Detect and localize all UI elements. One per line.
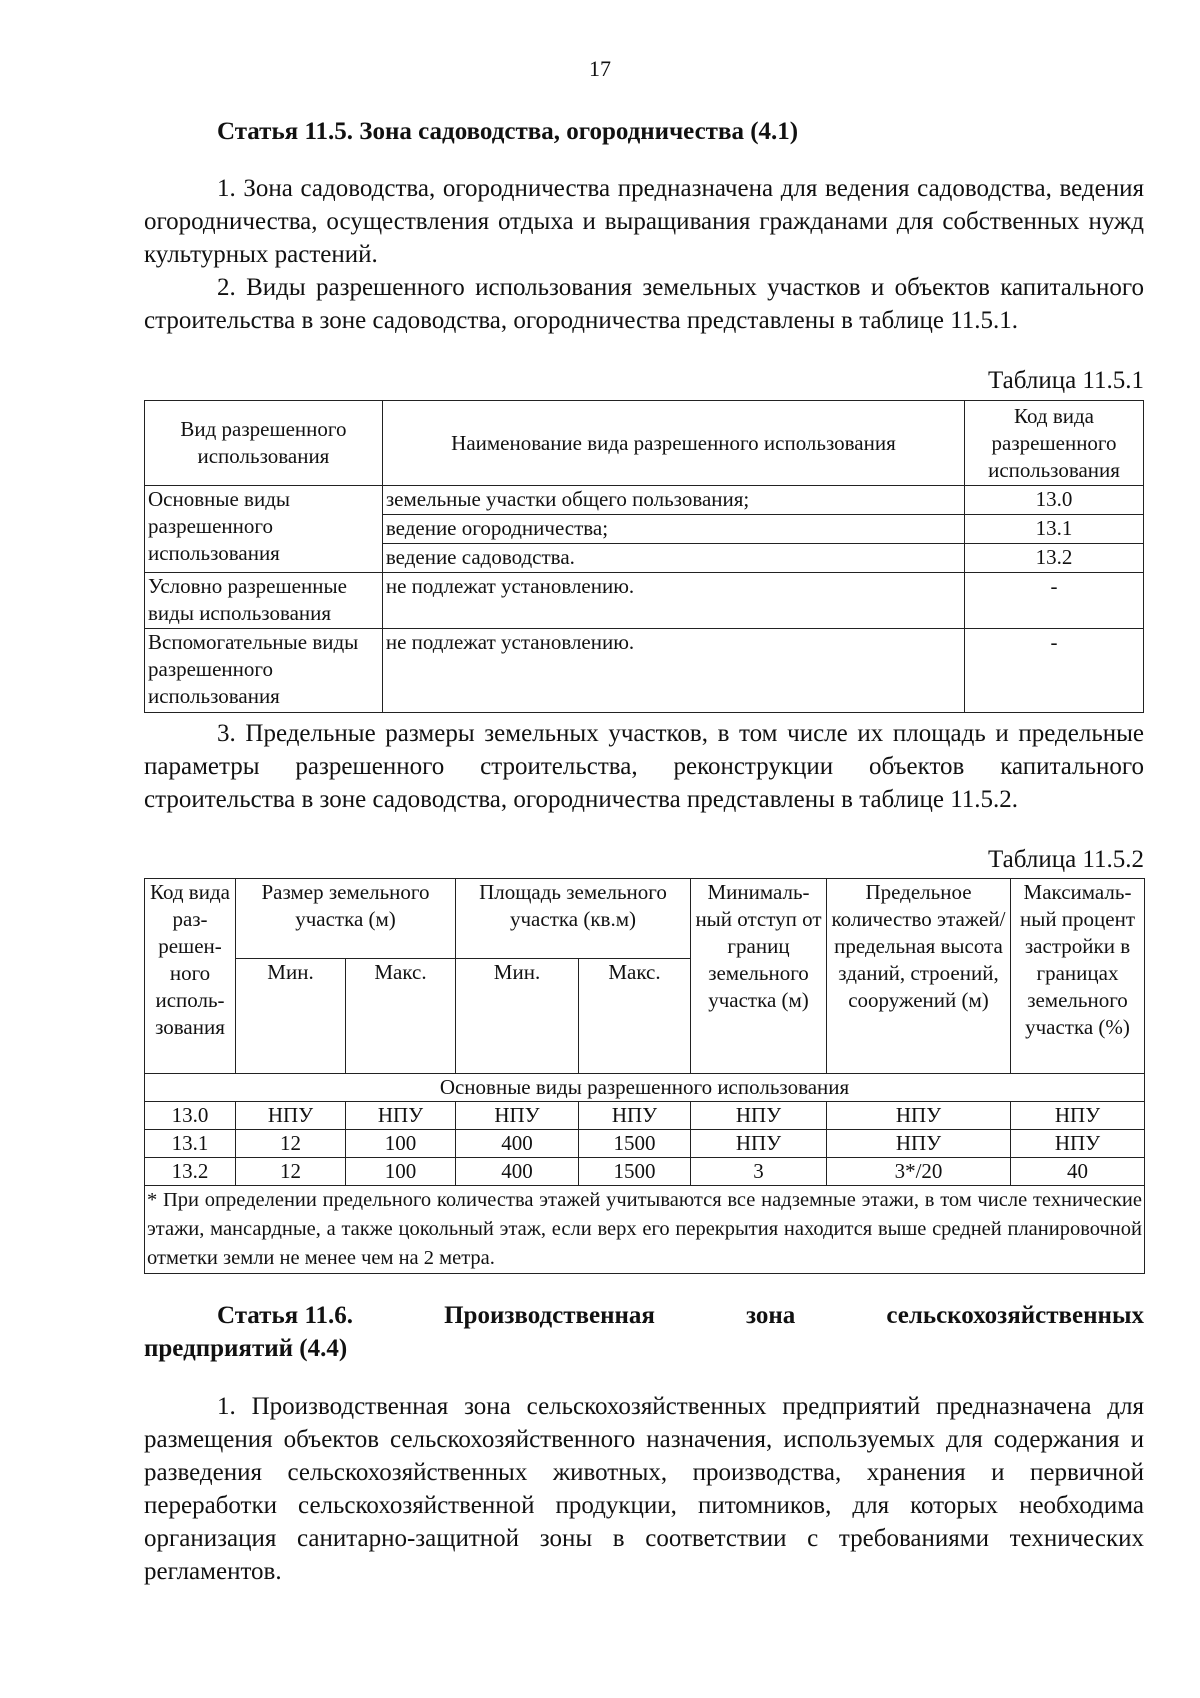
table2-header-percent: Максималь-ный процент застройки в границах земельного участка (%): [1011, 879, 1145, 1074]
table2-cell: НПУ: [827, 1102, 1011, 1130]
table1-row-code: 13.0: [965, 486, 1144, 515]
table2-cell: 13.2: [145, 1158, 236, 1186]
table2-cell: НПУ: [579, 1102, 691, 1130]
table2-cell: НПУ: [236, 1102, 346, 1130]
table1-conditional-name: не подлежат установлению.: [382, 573, 964, 629]
table2-cell: 40: [1011, 1158, 1145, 1186]
table2-cell: 13.0: [145, 1102, 236, 1130]
table2-cell: 12: [236, 1130, 346, 1158]
article-11-6-title-word: Производственная: [444, 1302, 655, 1329]
table2-header-indent: Минималь-ный отступ от границ земельного участка (м): [691, 879, 827, 1074]
table2-footnote: * При определении предельного количества этажей учитываются все надземные этажи, в том числе технические этажи, мансардные, а также цокольный этаж, если верх его перекрытия находится выше средней планировочной отметки земли не менее чем на 2 метра.: [145, 1186, 1145, 1274]
table2-header-area-min: Мин.: [456, 959, 579, 1074]
table2-header-code: Код вида раз-решен-ного исполь-зования: [145, 879, 236, 1074]
table2-cell: 13.1: [145, 1130, 236, 1158]
table-11-5-1-caption: Таблица 11.5.1: [988, 367, 1144, 394]
table2-header-floors: Предельное количество этажей/ предельная высота зданий, строений, сооружений (м): [827, 879, 1011, 1074]
table1-row-name: ведение огородничества;: [382, 515, 964, 544]
table1-row-code: 13.1: [965, 515, 1144, 544]
table2-header-area-max: Макс.: [579, 959, 691, 1074]
table2-cell: НПУ: [346, 1102, 456, 1130]
table2-section-label: Основные виды разрешенного использования: [145, 1074, 1145, 1102]
table1-header-kind: Вид разрешенного использования: [145, 401, 383, 486]
table2-cell: 12: [236, 1158, 346, 1186]
table1-conditional-code: -: [965, 573, 1144, 629]
table2-cell: 400: [456, 1158, 579, 1186]
table2-cell: 100: [346, 1130, 456, 1158]
table2-cell: 1500: [579, 1130, 691, 1158]
table2-header-size-min: Мин.: [236, 959, 346, 1074]
table2-header-size: Размер земельного участка (м): [236, 879, 456, 959]
table2-cell: НПУ: [827, 1130, 1011, 1158]
article-11-6-title: [144, 1299, 1144, 1365]
table1-header-name: Наименование вида разрешенного использования: [382, 401, 964, 486]
article-11-5-paragraph-1: 1. Зона садоводства, огородничества предназначена для ведения садоводства, ведения огородничества, осуществления отдыха и выращивания гражданами для собственных нужд культурных растений.: [144, 175, 1144, 268]
article-11-6-title-word: зона: [746, 1302, 796, 1329]
table-11-5-2: [144, 878, 1145, 1274]
article-11-6-paragraph-1: 1. Производственная зона сельскохозяйственных предприятий предназначена для размещения объектов сельскохозяйственного назначения, используемых для содержания и разведения сельскохозяйственных животных, производства, хранения и первичной переработки сельскохозяйственной продукции, питомников, для которых необходима организация санитарно-защитной зоны в соответствии с требованиями технических регламентов.: [144, 1393, 1144, 1585]
page-number: 17: [589, 56, 611, 81]
article-11-6-title-word: Статья 11.6.: [217, 1302, 354, 1329]
table2-cell: НПУ: [1011, 1102, 1145, 1130]
article-11-6-title-word: сельскохозяйственных: [886, 1302, 1144, 1329]
table2-header-size-max: Макс.: [346, 959, 456, 1074]
table2-cell: 1500: [579, 1158, 691, 1186]
table2-cell: НПУ: [691, 1130, 827, 1158]
table-11-5-1: [144, 400, 1144, 713]
article-11-6-title-line2: предприятий (4.4): [144, 1335, 348, 1362]
table1-conditional-label: Условно разрешенные виды использования: [145, 573, 383, 629]
table2-cell: 400: [456, 1130, 579, 1158]
table2-cell: 3: [691, 1158, 827, 1186]
table1-row-name: ведение садоводства.: [382, 544, 964, 573]
table2-header-area: Площадь земельного участка (кв.м): [456, 879, 691, 959]
article-11-5-paragraph-3: 3. Предельные размеры земельных участков, в том числе их площадь и предельные параметры разрешенного строительства, реконструкции объектов капитального строительства в зоне садоводства, огородничества представлены в таблице 11.5.2.: [144, 720, 1144, 813]
table2-cell: 3*/20: [827, 1158, 1011, 1186]
table-11-5-2-caption: Таблица 11.5.2: [988, 846, 1144, 873]
table1-row-name: земельные участки общего пользования;: [382, 486, 964, 515]
table2-cell: НПУ: [691, 1102, 827, 1130]
table1-auxiliary-label: Вспомогательные виды разрешенного использования: [145, 629, 383, 713]
table2-cell: НПУ: [456, 1102, 579, 1130]
article-11-5-paragraph-2: 2. Виды разрешенного использования земельных участков и объектов капитального строительства в зоне садоводства, огородничества представлены в таблице 11.5.1.: [144, 274, 1144, 334]
table1-row-code: 13.2: [965, 544, 1144, 573]
table1-auxiliary-code: -: [965, 629, 1144, 713]
table1-main-label: Основные виды разрешенного использования: [145, 486, 383, 573]
table1-auxiliary-name: не подлежат установлению.: [382, 629, 964, 713]
table1-header-code: Код вида разрешенного использования: [965, 401, 1144, 486]
table2-cell: НПУ: [1011, 1130, 1145, 1158]
article-11-5-title: Статья 11.5. Зона садоводства, огородничества (4.1): [217, 118, 799, 145]
table2-cell: 100: [346, 1158, 456, 1186]
